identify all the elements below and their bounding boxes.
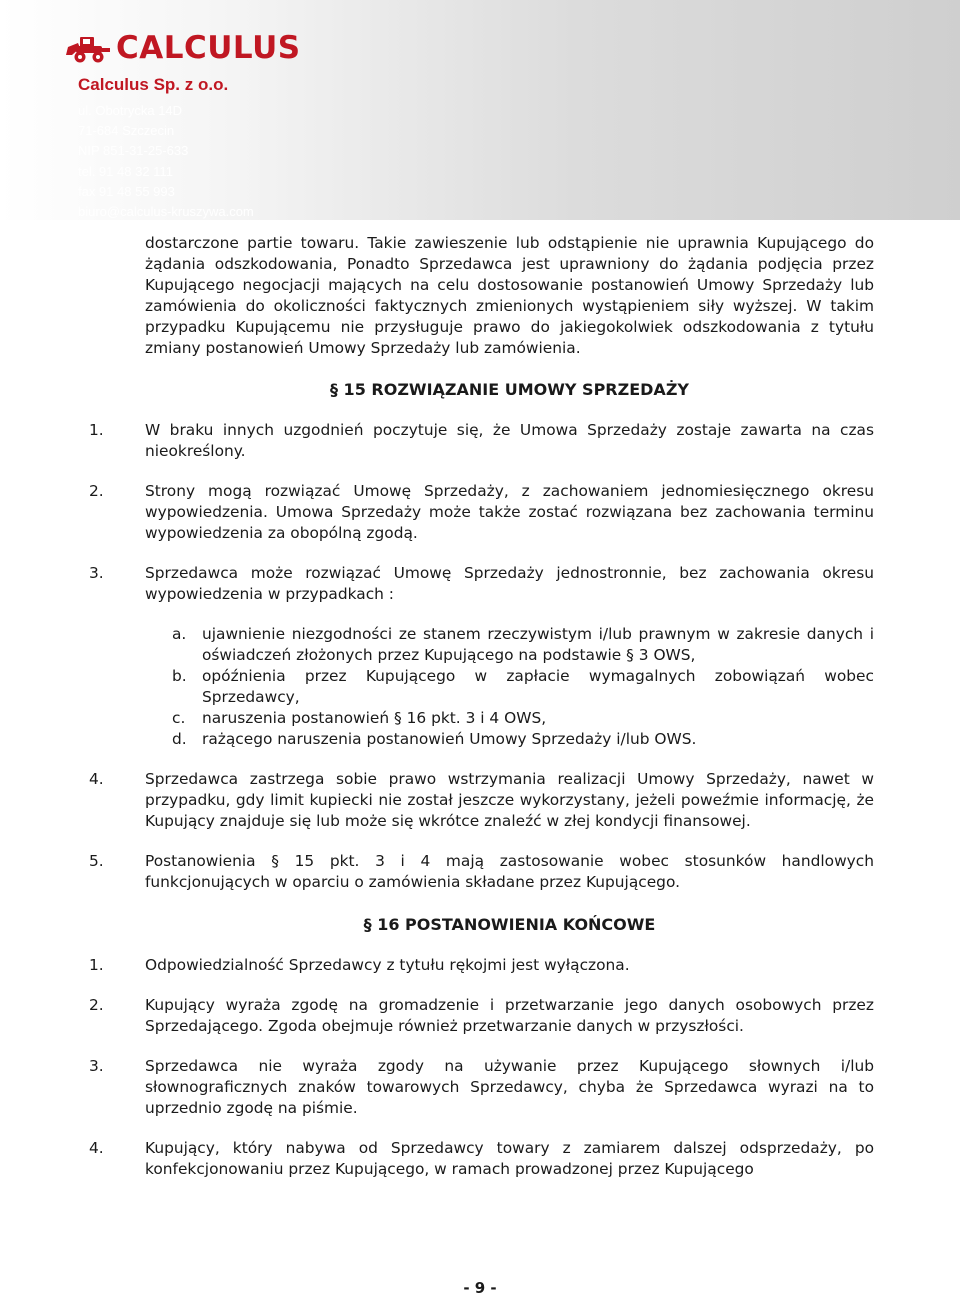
section-16-heading: § 16 POSTANOWIENIA KOŃCOWE <box>363 915 656 934</box>
document-body <box>89 233 874 1180</box>
wheel-loader-icon <box>66 33 112 63</box>
item-number: 1. <box>89 421 104 439</box>
list-item <box>89 1056 874 1119</box>
item-number: 4. <box>89 1139 104 1157</box>
city-line: 71-684 Szczecin <box>78 123 175 139</box>
address-line: ul. Obotrycka 14D <box>78 103 183 118</box>
contact-block <box>78 101 254 242</box>
item-text: Kupujący, który nabywa od Sprzedawcy towary z zamiarem dalszej odsprzedaży, po konfekcjonowaniu przez Kupującego, w ramach prowadzonej przez Kupującego <box>145 1139 874 1178</box>
list-item <box>89 955 874 976</box>
item-text: Sprzedawca może rozwiązać Umowę Sprzedaży jednostronnie, bez zachowania okresu wypowiedzenia w przypadkach : <box>145 564 874 603</box>
company-name: Calculus Sp. z o.o. <box>78 75 229 94</box>
item-number: 3. <box>89 1057 104 1075</box>
sub-item-letter: c. <box>172 709 186 727</box>
email-link[interactable]: biuro@calculus-kruszywa.com <box>78 204 254 220</box>
item-text: Sprzedawca zastrzega sobie prawo wstrzymania realizacji Umowy Sprzedaży, nawet w przypadku, gdy limit kupiecki nie został jeszcze wykorzystany, jeżeli poweźmie informację, że Kupujący znajduje się lub może się wkrótce znaleźć w złej kondycji finansowej. <box>145 770 874 830</box>
item-number: 3. <box>89 564 104 582</box>
list-item <box>89 481 874 544</box>
sub-item <box>172 666 874 708</box>
sub-item-text: ujawnienie niezgodności ze stanem rzeczywistym i/lub prawnym w zakresie danych i oświadczeń złożonych przez Kupującego na podstawie § 3 OWS, <box>202 625 874 664</box>
item-number: 1. <box>89 956 104 974</box>
item-number: 4. <box>89 770 104 788</box>
sub-item <box>172 624 874 666</box>
sub-item-text: naruszenia postanowień § 16 pkt. 3 i 4 OWS, <box>202 709 547 727</box>
item-text: Strony mogą rozwiązać Umowę Sprzedaży, z zachowaniem jednomiesięcznego okresu wypowiedzenia. Umowa Sprzedaży może także zostać rozwiązana bez zachowania terminu wypowiedzenia za obopólną zgodą. <box>145 482 874 542</box>
phone-line: tel. 91 48 32 111 <box>78 163 173 179</box>
logo-wordmark: CALCULUS <box>116 30 301 66</box>
list-item <box>89 851 874 893</box>
page-number: - 9 - <box>463 1279 497 1295</box>
list-item <box>89 1138 874 1180</box>
item-number: 5. <box>89 852 104 870</box>
sub-item-letter: b. <box>172 667 187 685</box>
company-logo <box>66 30 301 66</box>
list-item <box>89 563 874 605</box>
list-item <box>89 420 874 462</box>
intro-paragraph: dostarczone partie towaru. Takie zawieszenie lub odstąpienie nie uprawnia Kupującego do żądania odszkodowania, Ponadto Sprzedawca jest uprawniony do żądania podjęcia przez Kupującego negocjacji mających na celu dostosowanie postanowień Umowy Sprzedaży lub zamówienia do okoliczności faktycznych zmienionych wystąpieniem siły wyższej. W takim przypadku Kupującemu nie przysługuje prawo do jakiegokolwiek odszkodowania z tytułu zmiany postanowień Umowy Sprzedaży lub zamówienia. <box>145 234 874 357</box>
sub-item-text: rażącego naruszenia postanowień Umowy Sprzedaży i/lub OWS. <box>202 730 697 748</box>
sub-item <box>172 729 874 750</box>
item-text: Kupujący wyraża zgodę na gromadzenie i przetwarzanie jego danych osobowych przez Sprzedającego. Zgoda obejmuje również przetwarzanie danych w przyszłości. <box>145 996 874 1035</box>
website-link[interactable]: www.calculus-kruszywa.com <box>78 224 243 240</box>
list-item <box>89 995 874 1037</box>
sub-item-letter: a. <box>172 625 187 643</box>
sub-item-letter: d. <box>172 730 187 748</box>
nip-line: NIP 851-31-25-633 <box>78 143 189 159</box>
letterhead <box>0 0 960 240</box>
item-number: 2. <box>89 482 104 500</box>
item-text: Postanowienia § 15 pkt. 3 i 4 mają zastosowanie wobec stosunków handlowych funkcjonujących w oparciu o zamówienia składane przez Kupującego. <box>145 852 874 891</box>
fax-line: fax 91 48 55 993 <box>78 183 175 199</box>
item-text: W braku innych uzgodnień poczytuje się, że Umowa Sprzedaży zostaje zawarta na czas nieokreślony. <box>145 421 874 460</box>
sub-item <box>172 708 874 729</box>
list-item <box>89 769 874 832</box>
section-15-heading: § 15 ROZWIĄZANIE UMOWY SPRZEDAŻY <box>329 380 689 399</box>
sub-item-text: opóźnienia przez Kupującego w zapłacie wymagalnych zobowiązań wobec Sprzedawcy, <box>202 667 874 706</box>
item-number: 2. <box>89 996 104 1014</box>
item-text: Sprzedawca nie wyraża zgody na używanie przez Kupującego słownych i/lub słownograficznych znaków towarowych Sprzedawcy, chyba że Sprzedawca wyrazi na to uprzednio zgodę na piśmie. <box>145 1057 874 1117</box>
item-text: Odpowiedzialność Sprzedawcy z tytułu rękojmi jest wyłączona. <box>145 956 630 974</box>
